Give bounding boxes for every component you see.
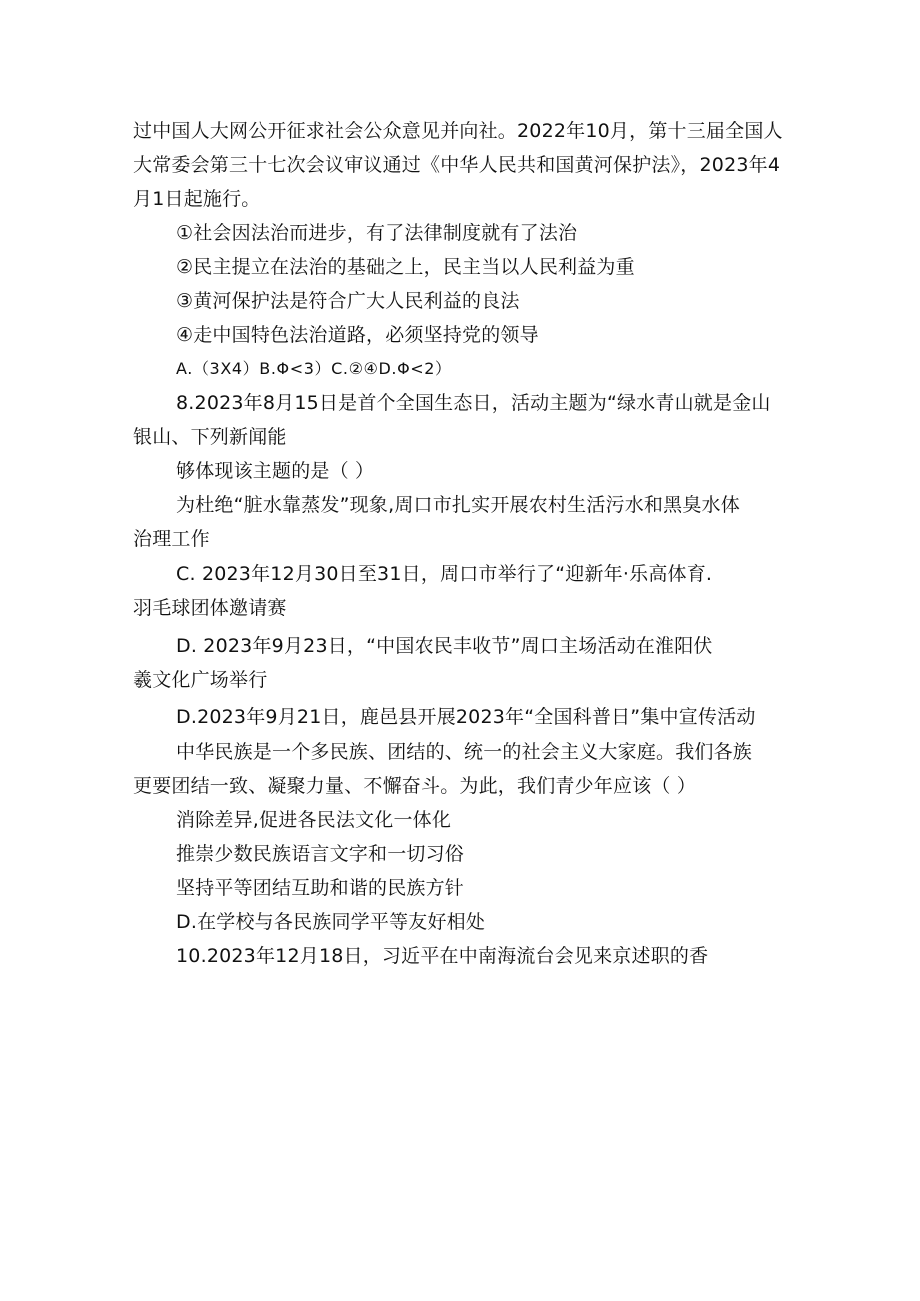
- question-9-stem: 中华民族是一个多民族、团结的、统一的社会主义大家庭。我们各族: [176, 741, 753, 763]
- question-10-stem: 10.2023年12月18日，习近平在中南海流台会见来京述职的香: [176, 945, 709, 967]
- text-line: 羲文化广场举行: [133, 669, 268, 691]
- text-line: 更要团结一致、凝聚力量、不懈奋斗。为此，我们青少年应该（ ）: [133, 775, 697, 797]
- question-9-option-b: 推崇少数民族语言文字和一切习俗: [176, 843, 465, 865]
- option-statement-2: ②民主提立在法治的基础之上，民主当以人民利益为重: [176, 256, 635, 278]
- answer-choices: A.（3X4）B.Φ<3）C.②④D.Φ<2）: [176, 359, 452, 378]
- option-statement-4: ④走中国特色法治道路，必须坚持党的领导: [176, 324, 539, 346]
- option-statement-3: ③黄河保护法是符合广大人民利益的良法: [176, 290, 520, 312]
- question-9-option-d: D.在学校与各民族同学平等友好相处: [176, 911, 486, 933]
- text-line: 羽毛球团体邀请赛: [133, 597, 287, 619]
- question-9-option-a: 消除差异,促进各民法文化一体化: [176, 809, 452, 831]
- text-line: 治理工作: [133, 528, 210, 550]
- question-8-stem: 8.2023年8月15日是首个全国生态日，活动主题为“绿水青山就是金山: [176, 392, 771, 414]
- text-line: 过中国人大网公开征求社会公众意见并向社。2022年10月，第十三届全国人: [133, 120, 783, 142]
- text-line: 银山、下列新闻能: [133, 426, 287, 448]
- question-8-option-c: C. 2023年12月30日至31日，周口市举行了“迎新年·乐高体育.: [176, 563, 713, 585]
- text-line: 大常委会第三十七次会议审议通过《中华人民共和国黄河保护法》，2023年4: [133, 154, 781, 176]
- question-9-option-c: 坚持平等团结互助和谐的民族方针: [176, 877, 465, 899]
- question-8-option-d2: D.2023年9月21日，鹿邑县开展2023年“全国科普日”集中宣传活动: [176, 706, 756, 728]
- question-8-option-d: D. 2023年9月23日，“中国农民丰收节”周口主场活动在淮阳伏: [176, 635, 713, 657]
- option-statement-1: ①社会因法治而进步，有了法律制度就有了法治: [176, 222, 578, 244]
- question-8-option-a: 为杜绝“脏水靠蒸发”现象,周口市扎实开展农村生活污水和黑臭水体: [176, 494, 740, 516]
- text-line: 月1日起施行。: [133, 188, 261, 210]
- question-8-prompt: 够体现该主题的是（ ）: [176, 460, 375, 482]
